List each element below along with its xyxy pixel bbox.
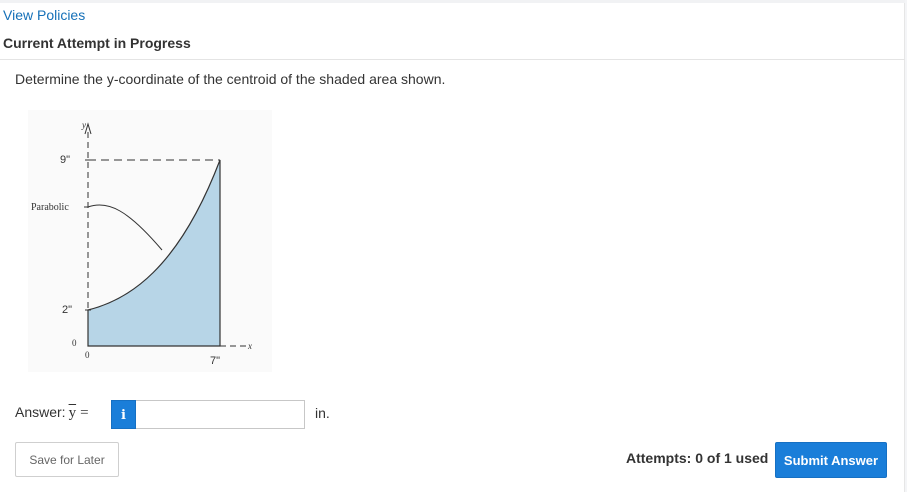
y-bar-symbol: $\overline{y}$: [68, 405, 77, 421]
answer-label: [15, 404, 89, 422]
label-parabolic: Parabolic: [31, 202, 69, 213]
divider: [0, 59, 905, 60]
label-2-inch: 2": [62, 304, 73, 316]
label-7-inch: 7": [210, 355, 221, 367]
attempts-counter: Attempts: 0 of 1 used: [626, 450, 769, 466]
info-icon[interactable]: i: [111, 400, 136, 429]
label-x-axis: x: [248, 341, 252, 351]
attempt-status-heading: Current Attempt in Progress: [3, 35, 191, 51]
submit-answer-button[interactable]: Submit Answer: [775, 442, 887, 478]
label-origin-y: 0: [72, 338, 77, 348]
label-9-inch: 9": [60, 154, 71, 166]
top-border: [0, 0, 905, 3]
figure-svg: [28, 110, 272, 372]
shaded-area: [88, 160, 220, 346]
label-y-axis: y: [82, 120, 86, 130]
parabolic-leader: [88, 205, 162, 250]
question-text: Determine the y-coordinate of the centroid of the shaded area shown.: [15, 71, 446, 87]
unit-label: in.: [315, 405, 330, 421]
equals-sign: =: [80, 405, 89, 421]
save-for-later-button[interactable]: Save for Later: [15, 442, 119, 477]
label-origin-x: 0: [85, 350, 90, 360]
answer-label-text: Answer:: [15, 404, 66, 420]
answer-input[interactable]: [136, 400, 305, 429]
view-policies-link[interactable]: View Policies: [3, 7, 86, 23]
centroid-figure: [28, 110, 272, 372]
